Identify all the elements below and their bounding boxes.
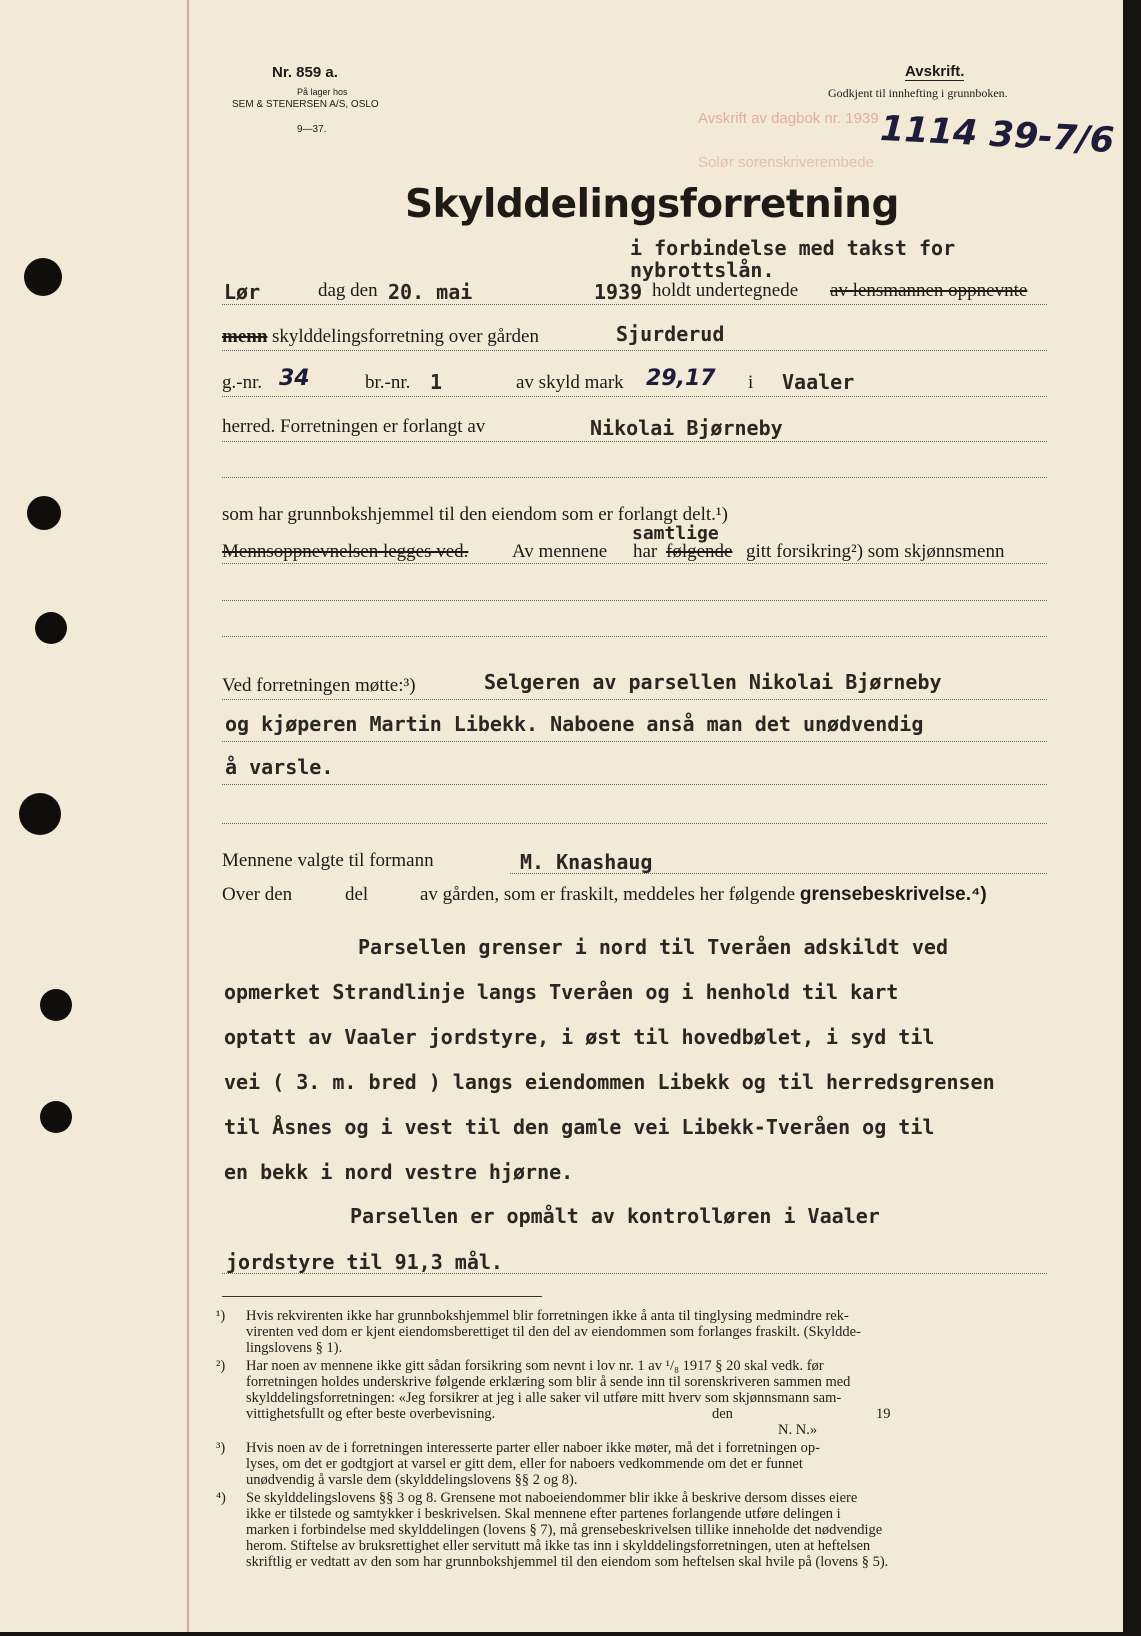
- forsikring-label: gitt forsikring²) som skjønnsmenn: [746, 541, 1005, 562]
- over-farm-label: skylddelingsforretning over gården: [272, 326, 539, 347]
- met-label: Ved forretningen møtte:³): [222, 675, 416, 696]
- gnr-value: 34: [279, 366, 310, 391]
- boundary-line: en bekk i nord vestre hjørne.: [224, 1160, 574, 1184]
- boundary-line: Parsellen er opmålt av kontrolløren i Vaaler: [350, 1204, 880, 1228]
- municipality: Vaaler: [782, 370, 855, 394]
- har-label: har: [633, 541, 658, 562]
- day-value: Lør: [224, 280, 261, 304]
- footnote-line: ikke er tilstede og samtykker i beskrivelsen. Skal mennene efter partenes forlangende utføre delingen i: [246, 1506, 841, 1522]
- dag-den-label: dag den: [318, 280, 378, 301]
- footnote-1: [216, 1308, 1056, 1356]
- approval-note: Godkjent til innhefting i grunnboken.: [828, 86, 1008, 100]
- binder-hole: [27, 496, 61, 530]
- footnote-3: [216, 1440, 1056, 1488]
- footnote-4: [216, 1490, 1056, 1570]
- struck-folgende: følgende: [666, 541, 733, 562]
- struck-appointed: av lensmannen oppnevnte: [830, 280, 1028, 301]
- chair-label: Mennene valgte til formann: [222, 850, 434, 871]
- boundary-line: til Åsnes og i vest til den gamle vei Libekk-Tveråen og til: [224, 1115, 935, 1139]
- met-line2: og kjøperen Martin Libekk. Naboene anså man det unødvendig: [225, 712, 924, 736]
- footnote-rule: [222, 1296, 542, 1297]
- form-line: [222, 699, 1047, 700]
- held-label: holdt undertegnede: [652, 280, 799, 301]
- form-line: [222, 784, 1047, 785]
- requested-by: Nikolai Bjørneby: [590, 416, 783, 440]
- office-stamp-line2: Solør sorenskriverembede: [698, 154, 874, 171]
- footnote-den: den: [712, 1406, 733, 1422]
- footnote-year: 19: [876, 1406, 891, 1422]
- footnote-line: marken i forbindelse med skylddelingen (lovens § 7), må grensebeskrivelsen tillike inneholde det nødvendige: [246, 1522, 883, 1538]
- farm-name: Sjurderud: [616, 322, 725, 346]
- samtlige-value: samtlige: [632, 523, 719, 544]
- footnote-number: ¹): [216, 1308, 226, 1324]
- boundary-line: optatt av Vaaler jordstyre, i øst til hovedbølet, i syd til: [224, 1025, 935, 1049]
- year-value: 1939: [594, 280, 643, 304]
- gnr-label: g.-nr.: [222, 372, 263, 393]
- form-line: [222, 636, 1047, 637]
- bnr-value: 1: [430, 370, 443, 394]
- subtitle-line2: nybrottslån.: [630, 258, 775, 282]
- footnote-line: unødvendig å varsle dem (skylddelingslovens §§ 2 og 8).: [246, 1472, 578, 1488]
- footnote-line: skriftlig er vedtatt av den som har grunnbokshjemmel til den eiendom som heftelsen skal hvile på (lovens § 5).: [246, 1554, 889, 1570]
- form-line: [222, 350, 1047, 351]
- skyld-value: 29,17: [646, 366, 716, 391]
- footnote-number: ⁴): [216, 1490, 226, 1506]
- margin-rule: [187, 0, 189, 1632]
- form-line: [222, 741, 1047, 742]
- form-number: Nr. 859 a.: [272, 64, 338, 81]
- footnote-line: Hvis noen av de i forretningen interesserte parter eller naboer ikke møter, må det i forretningen op-: [246, 1440, 820, 1456]
- footnote-line: lyses, om det er godtgjort at varsel er gitt dem, eller for naboers vedkommende om det er funnet: [246, 1456, 803, 1472]
- footnote-line: skylddelingsforretningen: «Jeg forsikrer at jeg i alle saker vil utføre mitt hverv som skjønnsmann sam-: [246, 1390, 842, 1406]
- journal-number-handwritten: 1114 39-7/6: [879, 108, 1116, 162]
- print-date: 9—37.: [297, 124, 327, 135]
- footnote-line: Se skylddelingslovens §§ 3 og 8. Grensene mot naboeiendommer blir ikke å beskrive dersom disses eiere: [246, 1490, 858, 1506]
- met-line3: å varsle.: [225, 755, 334, 779]
- boundary-line: jordstyre til 91,3 mål.: [226, 1250, 503, 1274]
- boundary-line: vei ( 3. m. bred ) langs eiendommen Libekk og til herredsgrensen: [224, 1070, 995, 1094]
- binder-hole: [40, 1101, 72, 1133]
- page-title: Skylddelingsforretning: [405, 182, 899, 227]
- publisher-line2: SEM & STENERSEN A/S, OSLO: [232, 99, 379, 110]
- footnote-line: forretningen holdes underskrive følgende erklæring som blir å sende inn til sorenskriveren sammen med: [246, 1374, 851, 1390]
- date-value: 20. mai: [388, 280, 473, 304]
- form-line: [222, 304, 1047, 305]
- form-line: [222, 477, 1047, 478]
- footnote-number: ³): [216, 1440, 226, 1456]
- footnote-number: ²): [216, 1358, 226, 1374]
- publisher-line1: På lager hos: [297, 87, 348, 97]
- footnote-line: virenten ved dom er kjent eiendomsberettiget til den del av eiendommen som forlanges fraskilt. (Skyldde-: [246, 1324, 861, 1340]
- footnote-signature: N. N.»: [778, 1422, 818, 1438]
- boundary-line: Parsellen grenser i nord til Tveråen adskildt ved: [358, 935, 949, 959]
- footnote-line: lingslovens § 1).: [246, 1340, 343, 1356]
- boundary-line: opmerket Strandlinje langs Tveråen og i henhold til kart: [224, 980, 899, 1004]
- form-line: [222, 396, 1047, 397]
- form-line: [222, 823, 1047, 824]
- i-label: i: [748, 372, 754, 393]
- office-stamp-line1: Avskrift av dagbok nr. 1939: [698, 110, 879, 127]
- subtitle-line1: i forbindelse med takst for: [630, 236, 956, 260]
- hjemmel-text: som har grunnbokshjemmel til den eiendom som er forlangt delt.¹): [222, 504, 728, 525]
- binder-hole: [19, 793, 61, 835]
- form-line: [222, 600, 1047, 601]
- binder-hole: [40, 989, 72, 1021]
- skyld-label: av skyld mark: [516, 372, 624, 393]
- boundary-intro-bold: grensebeskrivelse.⁴): [799, 884, 987, 905]
- footnote-line: vittighetsfullt og efter beste overbevisning.: [246, 1406, 496, 1422]
- bnr-label: br.-nr.: [365, 372, 411, 393]
- chair-name: M. Knashaug: [520, 850, 653, 874]
- struck-mennsoppnevnelsen: Mennsoppnevnelsen legges ved.: [222, 541, 469, 562]
- footnote-line: Har noen av mennene ikke gitt sådan forsikring som nevnt i lov nr. 1 av ¹/₈ 1917 § 20 skal vedk. før: [246, 1358, 824, 1374]
- footnote-2: [216, 1358, 1056, 1438]
- herred-label: herred. Forretningen er forlangt av: [222, 416, 486, 437]
- footnote-line: Hvis rekvirenten ikke har grunnbokshjemmel blir forretningen ikke å anta til tinglysing medmindre rek-: [246, 1308, 849, 1324]
- boundary-intro: [420, 884, 987, 906]
- form-line: [222, 563, 1047, 564]
- met-line1: Selgeren av parsellen Nikolai Bjørneby: [484, 670, 942, 694]
- binder-hole: [24, 258, 62, 296]
- form-line: [510, 873, 1047, 874]
- form-line: [222, 441, 1047, 442]
- footnote-line: herom. Stiftelse av bruksrettighet eller servitutt må ikke tas inn i skylddelingsforretningen, uten at heftelsen: [246, 1538, 871, 1554]
- boundary-intro-text: av gården, som er fraskilt, meddeles her følgende: [420, 884, 796, 905]
- del-label: del: [345, 884, 369, 905]
- struck-menn: menn: [222, 326, 268, 347]
- av-mennene-label: Av mennene: [512, 541, 608, 562]
- over-den-label: Over den: [222, 884, 293, 905]
- copy-label: Avskrift.: [905, 63, 965, 80]
- binder-hole: [35, 612, 67, 644]
- form-line: [222, 1273, 1047, 1274]
